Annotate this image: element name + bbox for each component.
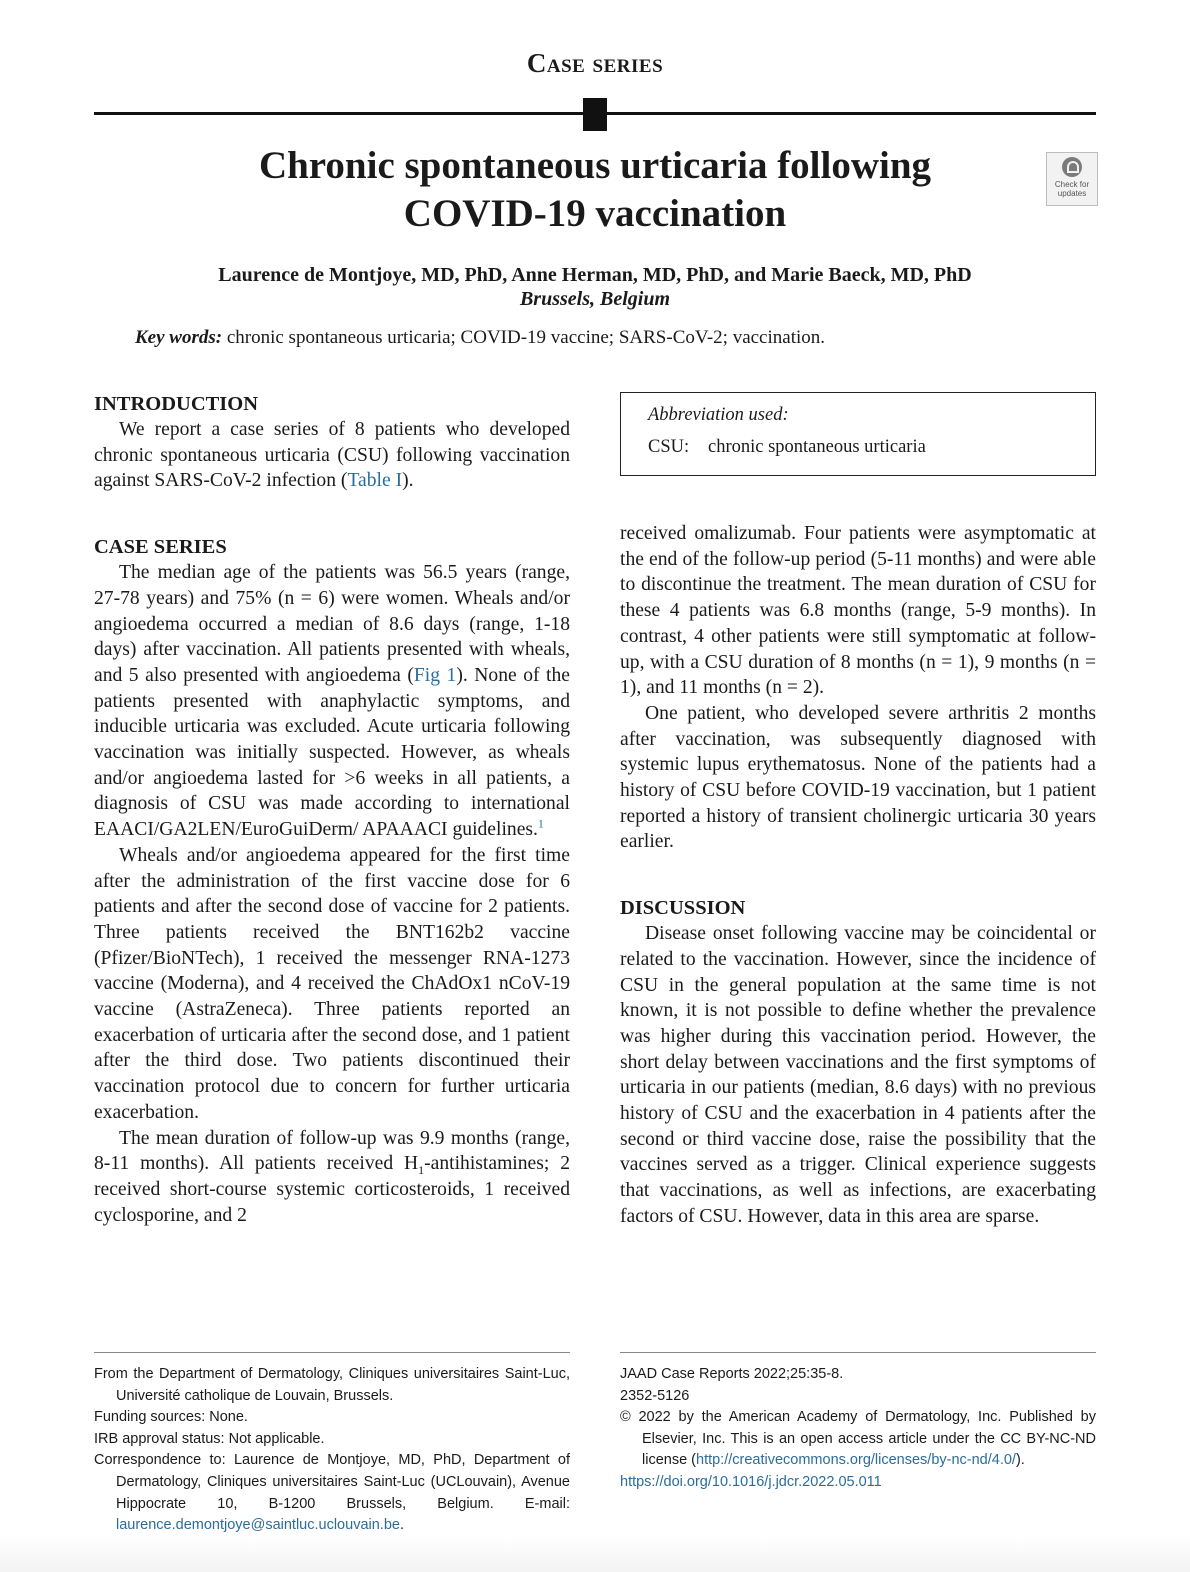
footnotes-left [94, 1364, 570, 1537]
case-series-paragraph-3: The mean duration of follow-up was 9.9 months (range, 8-11 months). All patients received $H_1$-antihistamines; 2 received short-course systemic corticosteroids, 1 received cyclosporine, and 2 [94, 1127, 571, 1226]
doi-link[interactable]: https://doi.org/10.1016/j.jdcr.2022.05.011 [620, 1473, 882, 1490]
page-bottom-shadow [0, 1536, 1190, 1572]
article-title [94, 142, 1096, 238]
discussion-heading: DISCUSSION [620, 897, 746, 920]
keywords-label: Key words: [135, 327, 223, 348]
check-for-updates-badge[interactable] [1046, 152, 1098, 206]
abbreviation-term: CSU: [648, 437, 690, 457]
affiliation-note: From the Department of Dermatology, Cliniques universitaires Saint-Luc, Université catholique de Louvain, Brussels. [94, 1366, 570, 1404]
introduction-heading: INTRODUCTION [94, 393, 259, 415]
license-link[interactable]: http://creativecommons.org/licenses/by-nc-nd/4.0/ [696, 1452, 1016, 1469]
footnote-rule-right [620, 1352, 1096, 1353]
irb-note: IRB approval status: Not applicable. [94, 1430, 325, 1447]
header-rule-marker [583, 98, 607, 131]
author-list: Laurence de Montjoye, MD, PhD, Anne Herman, MD, PhD, and Marie Baeck, MD, PhD [218, 264, 972, 286]
case-series-paragraph-1: The median age of the patients was 56.5 years (range, 27-78 years) and 75% (n = 6) were women. Wheals and/or angioedema occurred a median of 8.6 days (range, 1-18 days) after vaccination. All patients presented with wheals, and 5 also presented with angioedema (Fig 1). None of the patients presented with anaphylactic symptoms, and inducible urticaria was excluded. Acute urticaria following vaccination was initially suspected. However, as wheals and/or angioedema lasted for >6 weeks in all patients, a diagnosis of CSU was made according to international EAACI/GA2LEN/EuroGuiDerm/ APAAACI guidelines.$^1$ [94, 562, 570, 841]
abbreviation-definition: chronic spontaneous urticaria [708, 437, 926, 457]
case-series-paragraph-4: One patient, who developed severe arthritis 2 months after vaccination, was subsequently diagnosed with systemic lupus erythematosus. None of the patients had a history of CSU before COVID-19 vaccination, but 1 patient reported a history of transient cholinergic urticaria 30 years earlier. [620, 702, 1096, 853]
author-location: Brussels, Belgium [519, 288, 671, 310]
issn: 2352-5126 [620, 1387, 690, 1404]
badge-text: Check for updates [1054, 180, 1090, 198]
footnote-rule-left [94, 1352, 570, 1353]
abbreviation-heading: Abbreviation used: [648, 405, 789, 425]
title-line-2: COVID-19 vaccination [403, 192, 787, 235]
keywords [135, 325, 825, 351]
case-series-heading: CASE SERIES [94, 536, 227, 559]
keywords-list: chronic spontaneous urticaria; COVID-19 vaccine; SARS-CoV-2; vaccination. [226, 327, 826, 348]
abbreviation-box [620, 392, 1096, 476]
funding-note: Funding sources: None. [94, 1409, 248, 1426]
journal-citation: JAAD Case Reports 2022;25:35-8. [620, 1366, 844, 1382]
section-label: Case series [526, 48, 664, 78]
case-series-continuation: received omalizumab. Four patients were asymptomatic at the end of the follow-up period (5-11 months) and were able to discontinue the treatment. The mean duration of CSU for these 4 patients was 6.8 months (range, 5-9 months). In contrast, 4 other patients were still symptomatic at follow-up, with a CSU duration of 8 months (n = 1), 9 months (n = 1), and 11 months (n = 2). [620, 523, 1096, 699]
email-link[interactable]: laurence.demontjoye@saintluc.uclouvain.be [116, 1517, 400, 1534]
copyright-note: © 2022 by the American Academy of Dermatology, Inc. Published by Elsevier, Inc. This is an open access article under the CC BY-NC-ND license (http://creativecommons.org/licenses/by-nc-nd/4.0/). [620, 1409, 1096, 1469]
table-1-link[interactable]: Table I [347, 470, 403, 492]
correspondence-note: Correspondence to: Laurence de Montjoye, MD, PhD, Department of Dermatology, Cliniques universitaires Saint-Luc (UCLouvain), Avenue Hippocrate 10, B-1200 Brussels, Belgium. E-mail: laurence.demontjoye@saintluc.uclouvain.be. [94, 1452, 570, 1534]
crossmark-icon [1062, 157, 1082, 177]
left-column [94, 391, 570, 1228]
reference-1-link[interactable]: 1 [537, 816, 544, 831]
abbreviation-row [648, 437, 926, 458]
title-line-1: Chronic spontaneous urticaria following [258, 144, 932, 187]
case-series-paragraph-2: Wheals and/or angioedema appeared for the first time after the administration of the first vaccine dose for 6 patients and after the second dose of vaccine for 2 patients. Three patients received the BNT162b2 vaccine (Pfizer/BioNTech), 1 received the messenger RNA-1273 vaccine (Moderna), and 4 received the ChAdOx1 nCoV-19 vaccine (AstraZeneca). Three patients reported an exacerbation of urticaria after the second dose, and 1 patient after the third dose. Two patients discontinued their vaccination protocol due to concern for further urticaria exacerbation. [94, 844, 570, 1123]
right-column [620, 521, 1096, 1230]
discussion-paragraph-1: Disease onset following vaccine may be coincidental or related to the vaccination. However, since the incidence of CSU in the general population at the same time is not known, it is not possible to define whether the prevalence was higher during this vaccination period. However, the short delay between vaccinations and the first symptoms of urticaria in our patients (median, 8.6 days) with no previous history of CSU and the exacerbation in 4 patients after the second or third vaccine dose, raise the possibility that the vaccines served as a trigger. Clinical experience suggests that vaccinations, as well as infections, are exacerbating factors of CSU. However, data in this area are sparse. [620, 923, 1096, 1227]
footnotes-right [620, 1364, 1096, 1494]
figure-1-link[interactable]: Fig 1 [413, 664, 457, 686]
introduction-paragraph: We report a case series of 8 patients who developed chronic spontaneous urticaria (CSU) following vaccination against SARS-CoV-2 infection (Table I). [94, 419, 570, 492]
